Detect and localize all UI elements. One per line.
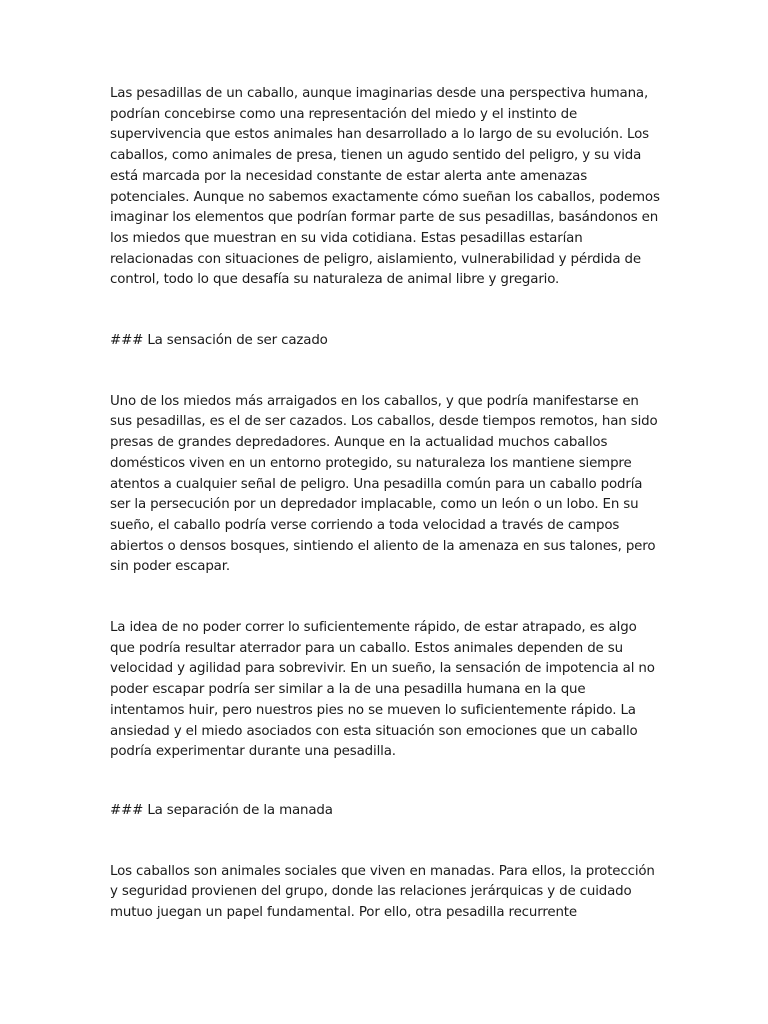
paragraph-intro: Las pesadillas de un caballo, aunque imaginarias desde una perspectiva humana, podrían concebirse como una representación del miedo y el instinto de supervivencia que estos animales han desarrollado a lo largo de su evolución. Los caballos, como animales de presa, tienen un agudo sentido del peligro, y su vida está marcada por la necesidad constante de estar alerta ante amenazas potenciales. Aunque no sabemos exactamente cómo sueñan los caballos, podemos imaginar los elementos que podrían formar parte de sus pesadillas, basándonos en los miedos que muestran en su vida cotidiana. Estas pesadillas estarían relacionadas con situaciones de peligro, aislamiento, vulnerabilidad y pérdida de control, todo lo que desafía su naturaleza de animal libre y gregario. — [110, 86, 660, 288]
paragraph-herd-1: Los caballos son animales sociales que viven en manadas. Para ellos, la protección y seguridad provienen del grupo, donde las relaciones jerárquicas y de cuidado mutuo juegan un papel fundamental. Por ello, otra pesadilla recurrente — [110, 863, 655, 921]
paragraph-hunted-2: La idea de no poder correr lo suficientemente rápido, de estar atrapado, es algo que podría resultar aterrador para un caballo. Estos animales dependen de su velocidad y agilidad para sobrevivir. En un sueño, la sensación de impotencia al no poder escapar podría ser similar a la de una pesadilla humana en la que intentamos huir, pero nuestros pies no se mueven lo suficientemente rápido. La ansiedad y el miedo asociados con esta situación son emociones que un caballo podría experimentar durante una pesadilla. — [110, 620, 655, 760]
section-heading-hunted: ### La sensación de ser cazado — [110, 333, 328, 349]
paragraph-hunted-1: Uno de los miedos más arraigados en los caballos, y que podría manifestarse en sus pesadillas, es el de ser cazados. Los caballos, desde tiempos remotos, han sido presas de grandes depredadores. Aunque en la actualidad muchos caballos domésticos viven en un entorno protegido, su naturaleza los mantiene siempre atentos a cualquier señal de peligro. Una pesadilla común para un caballo podría ser la persecución por un depredador implacable, como un león o un lobo. En su sueño, el caballo podría verse corriendo a toda velocidad a través de campos abiertos o densos bosques, sintiendo el aliento de la amenaza en sus talones, pero sin poder escapar. — [110, 393, 658, 575]
section-heading-herd: ### La separación de la manada — [110, 802, 333, 818]
document-body — [110, 84, 662, 924]
